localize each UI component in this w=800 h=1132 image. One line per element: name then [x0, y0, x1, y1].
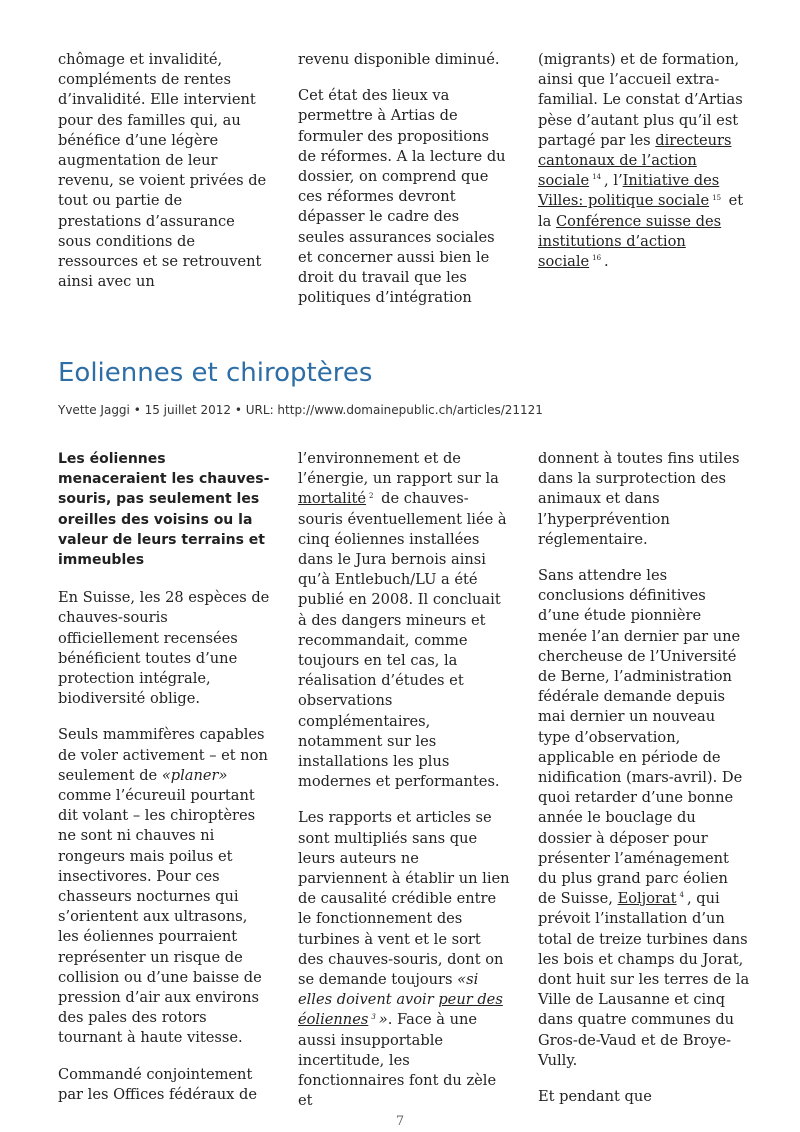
paragraph: Commandé conjointement par les Offices fédéraux de: [58, 1065, 257, 1103]
paragraph: Cet état des lieux va permettre à Artias de formuler des propositions de réformes. A la lecture du dossier, on comprend que ces réformes devront dépasser le cadre des seules assurances sociales et concerner aussi bien le droit du travail que les politiques d’intégration: [298, 87, 506, 307]
footnote-marker: 14: [592, 173, 602, 182]
paragraph: [58, 725, 270, 1048]
paragraph: donnent à toutes fins utiles dans la surprotection des animaux et dans l’hyperprévention réglementaire.: [538, 450, 740, 548]
paragraph: revenu disponible diminué.: [298, 51, 500, 68]
text: et la: [538, 192, 744, 230]
link-mortalite[interactable]: mortalité: [298, 490, 367, 508]
article-column-1: [58, 449, 270, 1121]
footnote-marker: 16: [592, 254, 602, 263]
prev-article-column-1: [58, 50, 270, 308]
text: (migrants) et de formation, ainsi que l’accueil extra-familial. Le constat d’Artias pèse d’autant plus qu’il est partagé par les: [538, 51, 743, 149]
text: »: [378, 1011, 388, 1029]
paragraph: [298, 808, 510, 1111]
article-lead: Les éoliennes menaceraient les chauves-souris, pas seulement les oreilles des voisins ou la valeur de leurs terrains et immeubles: [58, 451, 270, 569]
page-number: 7: [395, 1114, 405, 1129]
paragraph: chômage et invalidité, compléments de rentes d’invalidité. Elle intervient pour des familles qui, au bénéfice d’une légère augmentation de leur revenu, se voient privées de tout ou partie de prestations d’assurance sous conditions de ressources et se retrouvent ainsi avec un: [58, 51, 267, 291]
paragraph: [538, 566, 750, 1071]
footnote-marker: 15: [712, 193, 722, 202]
footnote-marker: 4: [679, 891, 685, 900]
text: , qui prévoit l’installation d’un total de treize turbines dans les bois et champs du Jorat, dont huit sur les terres de la Ville de Lausanne et cinq dans quatre communes du Gros-de-Vaud et de Broye-Vully.: [538, 890, 750, 1069]
link-peur-des-eoliennes[interactable]: peur des éoliennes: [298, 991, 503, 1029]
footnote-marker: 3: [371, 1012, 376, 1021]
prev-article-column-2: [298, 50, 510, 324]
article-column-2: [298, 449, 510, 1128]
article-title: Eoliennes et chiroptères: [58, 358, 373, 388]
paragraph: Et pendant que: [538, 1088, 652, 1106]
text: . Face à une aussi insupportable incertitude, les fonctionnaires font du zèle et: [298, 1011, 497, 1110]
article-byline: Yvette Jaggi • 15 juillet 2012 • URL: http://www.domainepublic.ch/articles/21121: [58, 403, 543, 417]
text: «si elles doivent avoir: [298, 971, 479, 1009]
article-column-3: [538, 449, 750, 1123]
text: l’environnement et de l’énergie, un rapport sur la: [298, 450, 499, 488]
link-directeurs-cantonaux[interactable]: directeurs cantonaux de l’action sociale: [538, 131, 732, 190]
paragraph: [298, 449, 510, 792]
text: Seuls mammifères capables de voler activement – et non seulement de: [58, 726, 268, 784]
link-initiative-des-villes[interactable]: Initiative des Villes: politique sociale: [538, 172, 720, 210]
text: comme l’écureuil pourtant dit volant – les chiroptères ne sont ni chauves ni rongeurs mais poilus et insectivores. Pour ces chasseurs nocturnes qui s’orientent aux ultrasons, les éoliennes pourraient représenter un risque de collision ou d’une baisse de pression d’air aux environs des pales des rotors tournant à haute vitesse.: [58, 787, 262, 1047]
paragraph: [538, 50, 750, 272]
text: de chauves-souris éventuellement liée à cinq éoliennes installées dans le Jura bernois ainsi qu’à Entlebuch/LU a été publié en 2008. Il concluait à des dangers mineurs et recommandait, comme toujours en tel cas, la réalisation d’études et observations complémentaires, notamment sur les installations les plus modernes et performantes.: [298, 490, 507, 791]
text: .: [604, 253, 609, 271]
text: , l’: [604, 172, 623, 190]
paragraph: En Suisse, les 28 espèces de chauves-souris officiellement recensées bénéficient toutes d’une protection intégrale, biodiversité oblige.: [58, 589, 270, 708]
link-eoljorat[interactable]: Eoljorat: [617, 890, 677, 908]
prev-article-column-3: [538, 50, 750, 288]
text: Sans attendre les conclusions définitives d’une étude pionnière menée l’an dernier par une chercheuse de l’Université de Berne, l’administration fédérale demande depuis mai dernier un nouveau type d’observation, applicable en période de nidification (mars-avril). De quoi retarder d’une bonne année le bouclage du dossier à déposer pour présenter l’aménagement du plus grand parc éolien de Suisse,: [538, 567, 743, 908]
link-conference-suisse[interactable]: Conférence suisse des institutions d’action sociale: [538, 212, 722, 271]
emphasis: «planer»: [161, 766, 228, 784]
footnote-marker: 2: [369, 491, 374, 500]
text: Les rapports et articles se sont multipliés sans que leurs auteurs ne parviennent à établir un lien de causalité crédible entre le fonctionnement des turbines à vent et le sort des chauves-souris, dont on se demande toujours: [298, 809, 510, 989]
